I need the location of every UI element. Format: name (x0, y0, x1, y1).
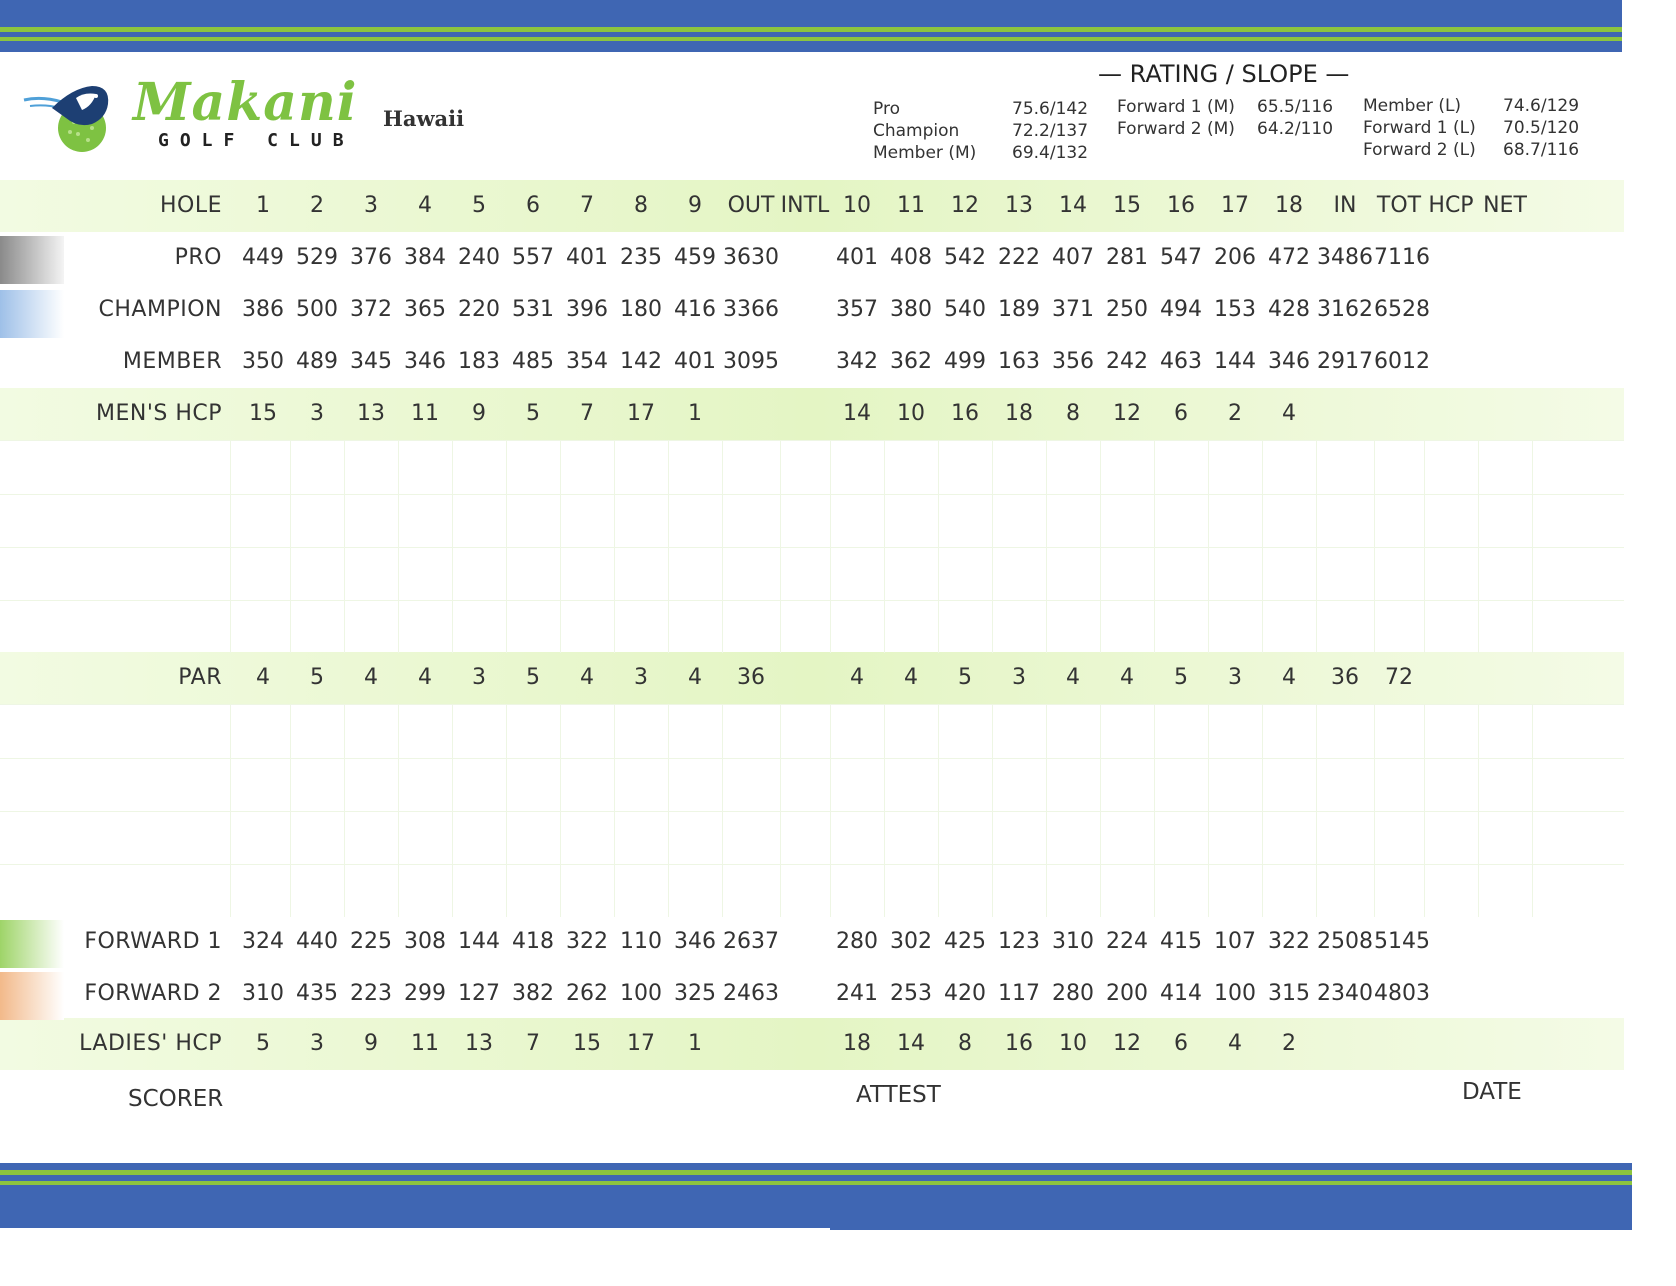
row-label: MEMBER (122, 349, 222, 374)
row-cell: 100 (620, 981, 662, 1006)
row-cell: 240 (458, 245, 500, 270)
row-cell: 2340 (1317, 981, 1373, 1006)
row-cell: 428 (1268, 297, 1310, 322)
row-cell: 315 (1268, 981, 1310, 1006)
row-cell (1424, 1018, 1478, 1070)
row-cell: 144 (1214, 349, 1256, 374)
rating-tee-label: Forward 1 (L) (1363, 118, 1476, 138)
row-cell (1424, 284, 1478, 336)
row-cell (1316, 388, 1374, 440)
rating-value: 70.5/120 (1503, 118, 1580, 138)
row-cell: 342 (836, 349, 878, 374)
row-cell: 401 (836, 245, 878, 270)
row-cell: 5 (310, 665, 324, 690)
row-cell: 206 (1214, 245, 1256, 270)
row-cell: 350 (242, 349, 284, 374)
row-cell: 5 (526, 665, 540, 690)
row-cell: 224 (1106, 929, 1148, 954)
row-cell: 117 (998, 981, 1040, 1006)
row-cell: OUT (727, 193, 775, 218)
grid-line (0, 547, 1624, 548)
row-cell (1424, 232, 1478, 284)
attest-label: ATTEST (856, 1082, 941, 1108)
row-cell: 10 (897, 401, 925, 426)
row-cell: 386 (242, 297, 284, 322)
row-cell: 310 (242, 981, 284, 1006)
row-cell: 1 (688, 1031, 702, 1056)
row-cell: 1 (688, 401, 702, 426)
row-cell: 416 (674, 297, 716, 322)
rating-value: 64.2/110 (1257, 119, 1334, 139)
row-cell (1424, 388, 1478, 440)
row-cell: 499 (944, 349, 986, 374)
row-cell: 540 (944, 297, 986, 322)
row-cell: 18 (1005, 401, 1033, 426)
row-cell: 531 (512, 297, 554, 322)
row-cell (780, 968, 830, 1020)
row-cell (780, 284, 830, 336)
row-cell: 16 (1005, 1031, 1033, 1056)
row-cell: TOT (1376, 193, 1422, 218)
rating-tee-label: Forward 2 (M) (1117, 119, 1235, 139)
row-cell: 9 (364, 1031, 378, 1056)
row-cell: 180 (620, 297, 662, 322)
row-cell: 4 (850, 665, 864, 690)
rating-tee-label: Pro (873, 99, 900, 119)
row-cell: 4 (1282, 401, 1296, 426)
row-cell: 4 (1066, 665, 1080, 690)
row-cell: 253 (890, 981, 932, 1006)
row-cell: 36 (737, 665, 765, 690)
rating-tee-label: Member (L) (1363, 96, 1462, 116)
row-cell: 376 (350, 245, 392, 270)
row-cell (1478, 916, 1532, 968)
row-cell: 11 (411, 1031, 439, 1056)
row-cell: 3366 (723, 297, 779, 322)
champion-row (0, 284, 1624, 336)
row-cell (1478, 232, 1532, 284)
rating-value: 68.7/116 (1503, 140, 1580, 160)
row-cell: 459 (674, 245, 716, 270)
row-label: PAR (178, 665, 222, 690)
row-cell: 100 (1214, 981, 1256, 1006)
row-cell: 5 (256, 1031, 270, 1056)
row-cell (1478, 336, 1532, 388)
row-cell: 2 (1228, 401, 1242, 426)
row-cell: 557 (512, 245, 554, 270)
row-cell (780, 388, 830, 440)
row-cell: 3 (1228, 665, 1242, 690)
row-cell: 440 (296, 929, 338, 954)
row-cell: 15 (573, 1031, 601, 1056)
row-cell: 222 (998, 245, 1040, 270)
row-cell: 189 (998, 297, 1040, 322)
row-cell: 220 (458, 297, 500, 322)
rating-tee-label: Forward 1 (M) (1117, 97, 1235, 117)
row-cell: 380 (890, 297, 932, 322)
row-cell (1424, 916, 1478, 968)
row-label: LADIES' HCP (79, 1031, 222, 1056)
row-cell: 415 (1160, 929, 1202, 954)
row-cell: 362 (890, 349, 932, 374)
row-cell: 7 (580, 401, 594, 426)
row-cell: 16 (1167, 193, 1195, 218)
grid-line (0, 600, 1624, 601)
member-row (0, 336, 1624, 388)
row-cell: 280 (836, 929, 878, 954)
row-cell (1478, 1018, 1532, 1070)
row-cell: 3162 (1317, 297, 1373, 322)
row-cell: 250 (1106, 297, 1148, 322)
row-cell: 281 (1106, 245, 1148, 270)
row-cell: 7 (580, 193, 594, 218)
row-cell: 5145 (1374, 929, 1430, 954)
row-cell: 485 (512, 349, 554, 374)
row-cell: 529 (296, 245, 338, 270)
row-label: FORWARD 1 (84, 929, 222, 954)
row-cell: 449 (242, 245, 284, 270)
row-cell: 7116 (1374, 245, 1430, 270)
row-cell: 11 (411, 401, 439, 426)
row-cell: 12 (1113, 401, 1141, 426)
row-cell: 356 (1052, 349, 1094, 374)
row-cell: 235 (620, 245, 662, 270)
row-cell: 494 (1160, 297, 1202, 322)
row-cell: 7 (526, 1031, 540, 1056)
row-cell (1478, 968, 1532, 1020)
row-cell: 472 (1268, 245, 1310, 270)
row-cell: 8 (1066, 401, 1080, 426)
row-cell: HCP (1428, 193, 1474, 218)
row-cell: 225 (350, 929, 392, 954)
row-cell: 14 (843, 401, 871, 426)
row-cell: 489 (296, 349, 338, 374)
row-cell: 16 (951, 401, 979, 426)
row-cell: 9 (472, 401, 486, 426)
row-cell: 163 (998, 349, 1040, 374)
row-cell: 346 (404, 349, 446, 374)
row-cell: 18 (1275, 193, 1303, 218)
row-cell (722, 1018, 780, 1070)
row-cell: 322 (566, 929, 608, 954)
row-cell: 435 (296, 981, 338, 1006)
row-cell: 354 (566, 349, 608, 374)
row-cell: 401 (674, 349, 716, 374)
row-cell: 4 (256, 665, 270, 690)
row-cell: 4 (418, 193, 432, 218)
row-cell: 6 (1174, 401, 1188, 426)
row-cell: 322 (1268, 929, 1310, 954)
row-cell: 407 (1052, 245, 1094, 270)
row-cell: 3486 (1317, 245, 1373, 270)
women-score-grid (0, 704, 1624, 917)
row-cell: IN (1333, 193, 1357, 218)
rating-value: 69.4/132 (1012, 143, 1089, 163)
row-cell: 2637 (723, 929, 779, 954)
brand-subtitle: GOLF CLUB (158, 130, 355, 151)
row-cell: 345 (350, 349, 392, 374)
row-cell: 2463 (723, 981, 779, 1006)
brand-name: Makani (133, 72, 358, 133)
row-cell: 371 (1052, 297, 1094, 322)
row-cell: 365 (404, 297, 446, 322)
brand-location: Hawaii (383, 106, 465, 131)
hole-row (0, 180, 1624, 232)
mens-hcp-row (0, 388, 1624, 440)
row-label: PRO (174, 245, 222, 270)
row-cell: 308 (404, 929, 446, 954)
row-cell: 346 (674, 929, 716, 954)
row-cell: 6 (526, 193, 540, 218)
row-label: MEN'S HCP (95, 401, 222, 426)
row-cell: 10 (1059, 1031, 1087, 1056)
row-cell: 4803 (1374, 981, 1430, 1006)
row-cell: 1 (256, 193, 270, 218)
row-label: HOLE (159, 193, 222, 218)
rating-value: 72.2/137 (1012, 121, 1089, 141)
row-cell: 384 (404, 245, 446, 270)
row-cell: 3 (1012, 665, 1026, 690)
top-band (0, 0, 1622, 52)
row-cell: 3 (310, 401, 324, 426)
forward2-row (0, 968, 1624, 1020)
row-cell: 13 (465, 1031, 493, 1056)
rating-slope-title: — RATING / SLOPE — (1098, 60, 1350, 88)
row-cell: 302 (890, 929, 932, 954)
row-cell: 463 (1160, 349, 1202, 374)
row-cell: 142 (620, 349, 662, 374)
row-cell: 6528 (1374, 297, 1430, 322)
row-cell: 262 (566, 981, 608, 1006)
row-cell: 107 (1214, 929, 1256, 954)
row-cell: 414 (1160, 981, 1202, 1006)
row-cell: 420 (944, 981, 986, 1006)
grid-line (0, 864, 1624, 865)
row-cell: 9 (688, 193, 702, 218)
row-cell (1374, 1018, 1424, 1070)
row-cell: 153 (1214, 297, 1256, 322)
row-cell: 2 (310, 193, 324, 218)
row-cell: 2508 (1317, 929, 1373, 954)
rating-value: 75.6/142 (1012, 99, 1089, 119)
row-cell: 3630 (723, 245, 779, 270)
row-cell: 310 (1052, 929, 1094, 954)
row-cell: NET (1483, 193, 1527, 218)
bottom-band (0, 1163, 1632, 1228)
row-cell: 12 (1113, 1031, 1141, 1056)
row-cell: 6 (1174, 1031, 1188, 1056)
rating-tee-label: Forward 2 (L) (1363, 140, 1476, 160)
row-cell: 8 (634, 193, 648, 218)
row-cell: 425 (944, 929, 986, 954)
forward1-row (0, 916, 1624, 968)
row-cell: 17 (627, 401, 655, 426)
date-label: DATE (1462, 1079, 1522, 1105)
row-cell: 183 (458, 349, 500, 374)
row-cell (722, 388, 780, 440)
row-cell: 10 (843, 193, 871, 218)
row-cell (1374, 388, 1424, 440)
row-cell: 325 (674, 981, 716, 1006)
row-cell: 396 (566, 297, 608, 322)
men-score-grid (0, 440, 1624, 653)
row-cell: 4 (418, 665, 432, 690)
row-cell (1316, 1018, 1374, 1070)
row-cell: 5 (1174, 665, 1188, 690)
row-cell (1424, 652, 1478, 704)
row-cell: 72 (1385, 665, 1413, 690)
bottom-band-edge (830, 1224, 1632, 1230)
row-cell: 242 (1106, 349, 1148, 374)
row-cell: 127 (458, 981, 500, 1006)
row-cell (780, 652, 830, 704)
row-cell: 401 (566, 245, 608, 270)
row-cell: 36 (1331, 665, 1359, 690)
row-cell: 4 (364, 665, 378, 690)
row-label: FORWARD 2 (84, 981, 222, 1006)
row-cell: 2917 (1317, 349, 1373, 374)
row-cell: 500 (296, 297, 338, 322)
grid-line (0, 811, 1624, 812)
row-cell: 3095 (723, 349, 779, 374)
row-cell: 18 (843, 1031, 871, 1056)
grid-line (0, 494, 1624, 495)
row-cell: 372 (350, 297, 392, 322)
row-cell: 4 (904, 665, 918, 690)
row-cell: 4 (688, 665, 702, 690)
row-cell: 346 (1268, 349, 1310, 374)
row-cell (1478, 388, 1532, 440)
row-cell: 4 (1120, 665, 1134, 690)
row-cell: 3 (310, 1031, 324, 1056)
row-cell: 3 (364, 193, 378, 218)
row-cell (780, 916, 830, 968)
par-row (0, 652, 1624, 704)
row-cell: 223 (350, 981, 392, 1006)
row-cell: 13 (1005, 193, 1033, 218)
row-label: CHAMPION (98, 297, 222, 322)
row-cell: 5 (472, 193, 486, 218)
row-cell: 547 (1160, 245, 1202, 270)
row-cell: 241 (836, 981, 878, 1006)
row-cell: 2 (1282, 1031, 1296, 1056)
row-cell: INTL (780, 193, 830, 218)
row-cell: 13 (357, 401, 385, 426)
row-cell: 357 (836, 297, 878, 322)
row-cell: 14 (897, 1031, 925, 1056)
row-cell: 4 (1228, 1031, 1242, 1056)
pro-row (0, 232, 1624, 284)
row-cell (1424, 968, 1478, 1020)
row-cell: 110 (620, 929, 662, 954)
loon-bird-logo-icon (22, 78, 122, 154)
row-cell: 17 (1221, 193, 1249, 218)
row-cell: 3 (472, 665, 486, 690)
row-cell: 15 (1113, 193, 1141, 218)
rating-tee-label: Champion (873, 121, 960, 141)
row-cell: 17 (627, 1031, 655, 1056)
row-cell (780, 336, 830, 388)
ladies-hcp-row (0, 1018, 1624, 1070)
rating-value: 74.6/129 (1503, 96, 1580, 116)
row-cell: 382 (512, 981, 554, 1006)
row-cell: 11 (897, 193, 925, 218)
row-cell: 15 (249, 401, 277, 426)
row-cell: 123 (998, 929, 1040, 954)
row-cell: 3 (634, 665, 648, 690)
row-cell: 299 (404, 981, 446, 1006)
row-cell: 12 (951, 193, 979, 218)
row-cell: 6012 (1374, 349, 1430, 374)
row-cell (780, 232, 830, 284)
row-cell (1424, 336, 1478, 388)
row-cell: 200 (1106, 981, 1148, 1006)
row-cell (1478, 652, 1532, 704)
row-cell: 14 (1059, 193, 1087, 218)
grid-line (0, 758, 1624, 759)
row-cell: 418 (512, 929, 554, 954)
row-cell: 4 (580, 665, 594, 690)
scorer-label: SCORER (128, 1086, 224, 1112)
row-cell: 408 (890, 245, 932, 270)
rating-tee-label: Member (M) (873, 143, 977, 163)
row-cell: 324 (242, 929, 284, 954)
row-cell (1478, 284, 1532, 336)
row-cell: 5 (526, 401, 540, 426)
row-cell: 280 (1052, 981, 1094, 1006)
row-cell (780, 1018, 830, 1070)
row-cell: 542 (944, 245, 986, 270)
rating-value: 65.5/116 (1257, 97, 1334, 117)
row-cell: 144 (458, 929, 500, 954)
row-cell: 4 (1282, 665, 1296, 690)
row-cell: 5 (958, 665, 972, 690)
row-cell: 8 (958, 1031, 972, 1056)
